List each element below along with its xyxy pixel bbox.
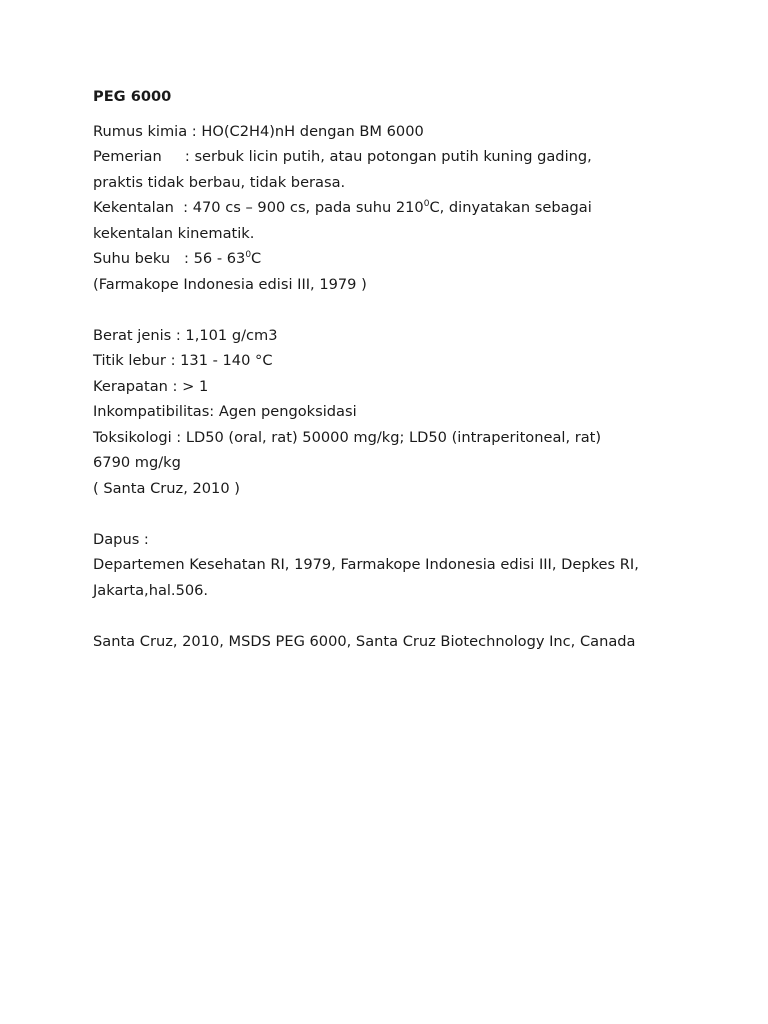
toksikologi-line-2: 6790 mg/kg: [93, 454, 181, 471]
reference-1-line-2: Jakarta,hal.506.: [93, 581, 209, 599]
spacer: [93, 297, 733, 323]
rumus-kimia-line: Rumus kimia : HO(C2H4)nH dengan BM 6000: [93, 122, 424, 140]
toksikologi-line-1: Toksikologi : LD50 (oral, rat) 50000 mg/kg; LD50 (intraperitoneal, rat): [93, 428, 602, 446]
reference-1-line-1: Departemen Kesehatan RI, 1979, Farmakope Indonesia edisi III, Depkes RI,: [93, 556, 639, 573]
source-citation-1: (Farmakope Indonesia edisi III, 1979 ): [93, 275, 367, 293]
kekentalan-text-a: Kekentalan : 470 cs – 900 cs, pada suhu 210: [93, 199, 424, 216]
inkompatibilitas-line: Inkompatibilitas: Agen pengoksidasi: [93, 403, 357, 420]
titik-lebur-line: Titik lebur : 131 - 140 °C: [93, 352, 273, 369]
berat-jenis-line: Berat jenis : 1,101 g/cm3: [93, 326, 278, 344]
spacer: [93, 501, 733, 527]
suhu-text-b: C: [251, 250, 262, 267]
degree-superscript: 0: [245, 250, 252, 260]
suhu-text-a: Suhu beku : 56 - 63: [93, 250, 246, 267]
degree-superscript: 0: [423, 199, 430, 209]
document-body: [93, 84, 733, 654]
document-title: PEG 6000: [93, 88, 172, 105]
pemerian-line-2: praktis tidak berbau, tidak berasa.: [93, 173, 346, 191]
kerapatan-line: Kerapatan : > 1: [93, 377, 209, 395]
kekentalan-line-2: kekentalan kinematik.: [93, 224, 255, 242]
source-citation-2: ( Santa Cruz, 2010 ): [93, 479, 240, 497]
suhu-beku-line: [93, 246, 733, 272]
spacer: [93, 603, 733, 629]
pemerian-line-1: Pemerian : serbuk licin putih, atau potongan putih kuning gading,: [93, 148, 592, 165]
dapus-heading: Dapus :: [93, 530, 149, 548]
reference-2: Santa Cruz, 2010, MSDS PEG 6000, Santa Cruz Biotechnology Inc, Canada: [93, 632, 636, 650]
kekentalan-line-1: [93, 195, 733, 221]
references-section: [93, 527, 733, 655]
kekentalan-text-b: C, dinyatakan sebagai: [429, 199, 592, 216]
properties-section-2: [93, 323, 733, 502]
properties-section-1: [93, 119, 733, 298]
